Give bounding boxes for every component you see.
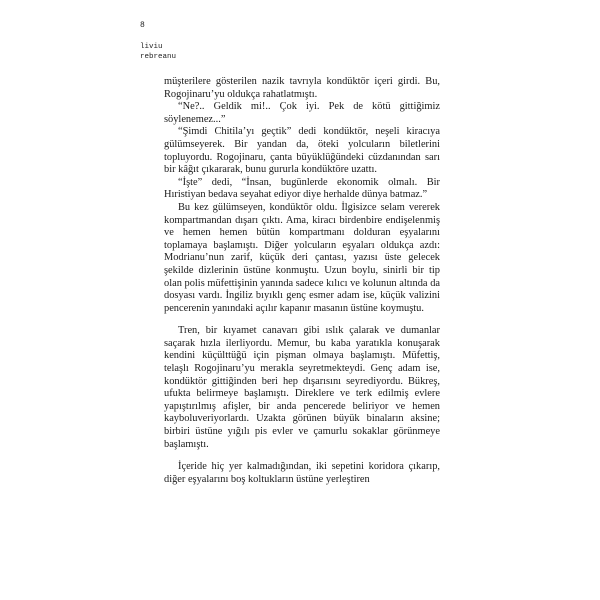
running-head-author-first: liviu [140, 43, 163, 51]
paragraph: müşterilere gösterilen nazik tavrıyla kondüktör içeri girdi. Bu, Rogojinaru’yu oldukça rahatlatmıştı. [164, 76, 440, 100]
running-head [140, 42, 176, 62]
paragraph: Tren, bir kıyamet canavarı gibi ıslık çalarak ve dumanlar saçarak hızla ilerliyordu. Memur, bu kaba yaratıkla konuşarak kendini küçülttüğü için pişman olmaya başlamıştı. Müfettiş, telaşlı Rogojinaru’yu merakla seyretmekteydi. Genç adam ise, kondüktör gittiğinden beri hep dışarısını seyrediyordu. Bükreş, ufukta belirmeye başlamıştı. Direklere ve terk edilmiş evlere yapıştırılmış afişler, bir anda pencerede beliriyor ve hemen kayboluveriyorlardı. Uzakta görünen büyük binaların aksine; birbiri üstüne yığılı pis evler ve çamurlu sokaklar görünmeye başlamıştı. [164, 325, 440, 450]
body-text [164, 76, 440, 486]
paragraph: “Şimdi Chitila’yı geçtik” dedi kondüktör, neşeli kiracıya gülümseyerek. Bir yandan da, öteki yolcuların biletlerini topluyordu. Rogojinaru, çanta büyüklüğündeki cüzdanından sarı bir kâğıt çıkararak, bunu gururla kondüktöre uzattı. [164, 126, 440, 176]
page-number: 8 [140, 21, 145, 30]
paragraph: İçeride hiç yer kalmadığından, iki sepetini koridora çıkarıp, diğer eşyalarını boş koltukların üstüne yerleştiren [164, 461, 440, 485]
paragraph: “Ne?.. Geldik mi!.. Çok iyi. Pek de kötü gittiğimiz söylenemez...” [164, 101, 440, 125]
running-head-author-last: rebreanu [140, 53, 177, 61]
paragraph: “İşte” dedi, “İnsan, bugünlerde ekonomik olmalı. Bir Hıristiyan bedava seyahat ediyor diye herhalde dünya batmaz.” [164, 176, 440, 201]
paragraph: Bu kez gülümseyen, kondüktör oldu. İlgisizce selam vererek kompartmandan dışarı çıktı. Ama, kiracı birdenbire endişelenmiş ve hemen hemen bütün kompartmanı dolduran eşyalarını toplamaya başlamıştı. Diğer yolcuların eşyaları oldukça azdı: Modrianu’nun zarif, küçük deri çantası, yazısı üste gelecek şekilde dizlerinin üstüne konmuştu. Uzun boylu, sinirli bir tip olan polis müfettişinin yanında sadece kılıcı ve kolunun altında da dosyası vardı. İngiliz bıyıklı genç esmer adam ise, küçük valizini pencerenin yanındaki açılır kapanır masanın üstüne koymuştu. [164, 201, 440, 314]
